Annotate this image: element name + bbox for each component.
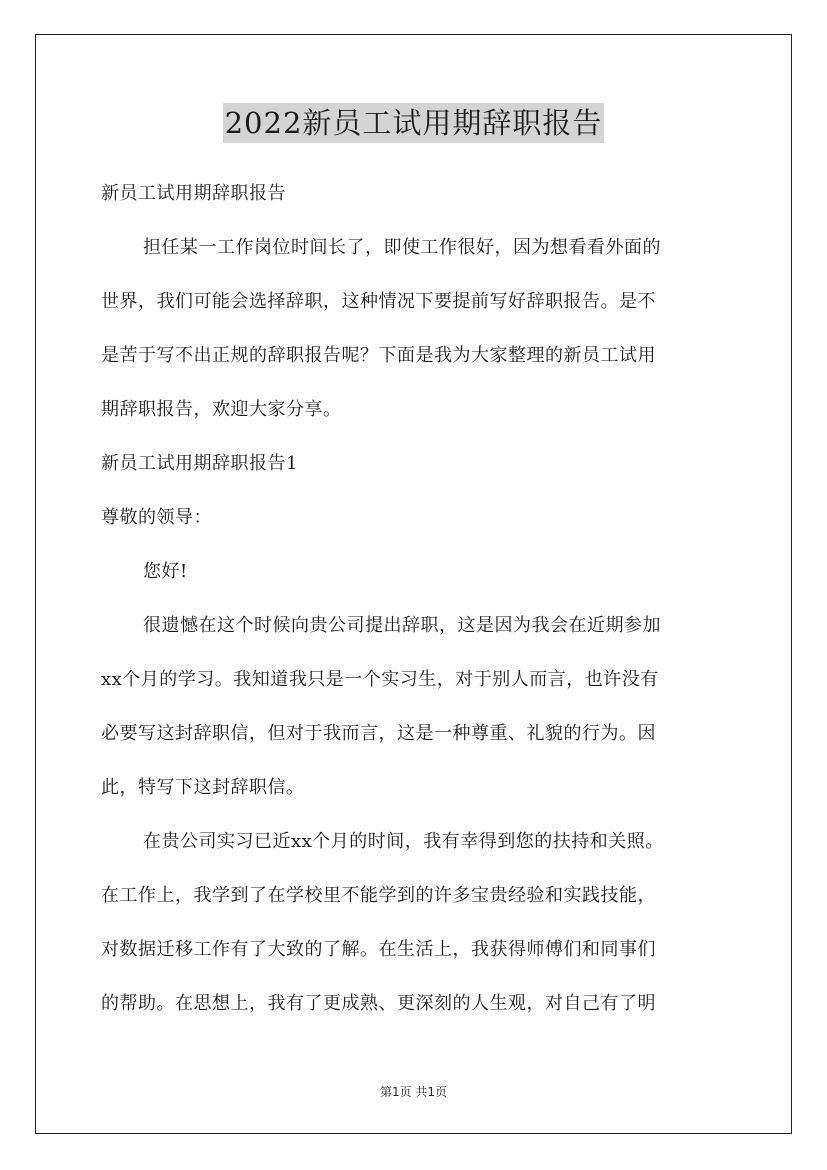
paragraph-line: 是苦于写不出正规的辞职报告呢？下面是我为大家整理的新员工试用 (101, 345, 656, 366)
document-title-text: 2022新员工试用期辞职报告 (223, 103, 605, 143)
paragraph-line: 在工作上，我学到了在学校里不能学到的许多宝贵经验和实践技能， (101, 885, 656, 906)
paragraph-line: 很遗憾在这个时候向贵公司提出辞职，这是因为我会在近期参加 (143, 615, 661, 636)
paragraph-line: 必要写这封辞职信，但对于我而言，这是一种尊重、礼貌的行为。因 (101, 723, 656, 744)
salutation: 尊敬的领导： (101, 507, 212, 528)
paragraph-line: 的帮助。在思想上，我有了更成熟、更深刻的人生观，对自己有了明 (101, 993, 656, 1014)
paragraph-line: xx个月的学习。我知道我只是一个实习生，对于别人而言，也许没有 (101, 669, 659, 690)
paragraph-line: 世界，我们可能会选择辞职，这种情况下要提前写好辞职报告。是不 (101, 291, 656, 312)
paragraph-line: 担任某一工作岗位时间长了，即使工作很好，因为想看看外面的 (143, 237, 661, 258)
paragraph-line: 此，特写下这封辞职信。 (101, 777, 305, 798)
paragraph-line: 期辞职报告，欢迎大家分享。 (101, 399, 342, 420)
document-title (0, 103, 827, 143)
section-heading: 新员工试用期辞职报告1 (101, 453, 298, 474)
paragraph-line: 在贵公司实习已近xx个月的时间，我有幸得到您的扶持和关照。 (143, 831, 664, 852)
greeting: 您好! (143, 561, 188, 582)
subtitle-line: 新员工试用期辞职报告 (101, 183, 286, 204)
page-footer: 第1页 共1页 (379, 1085, 448, 1099)
paragraph-line: 对数据迁移工作有了大致的了解。在生活上，我获得师傅们和同事们 (101, 939, 656, 960)
